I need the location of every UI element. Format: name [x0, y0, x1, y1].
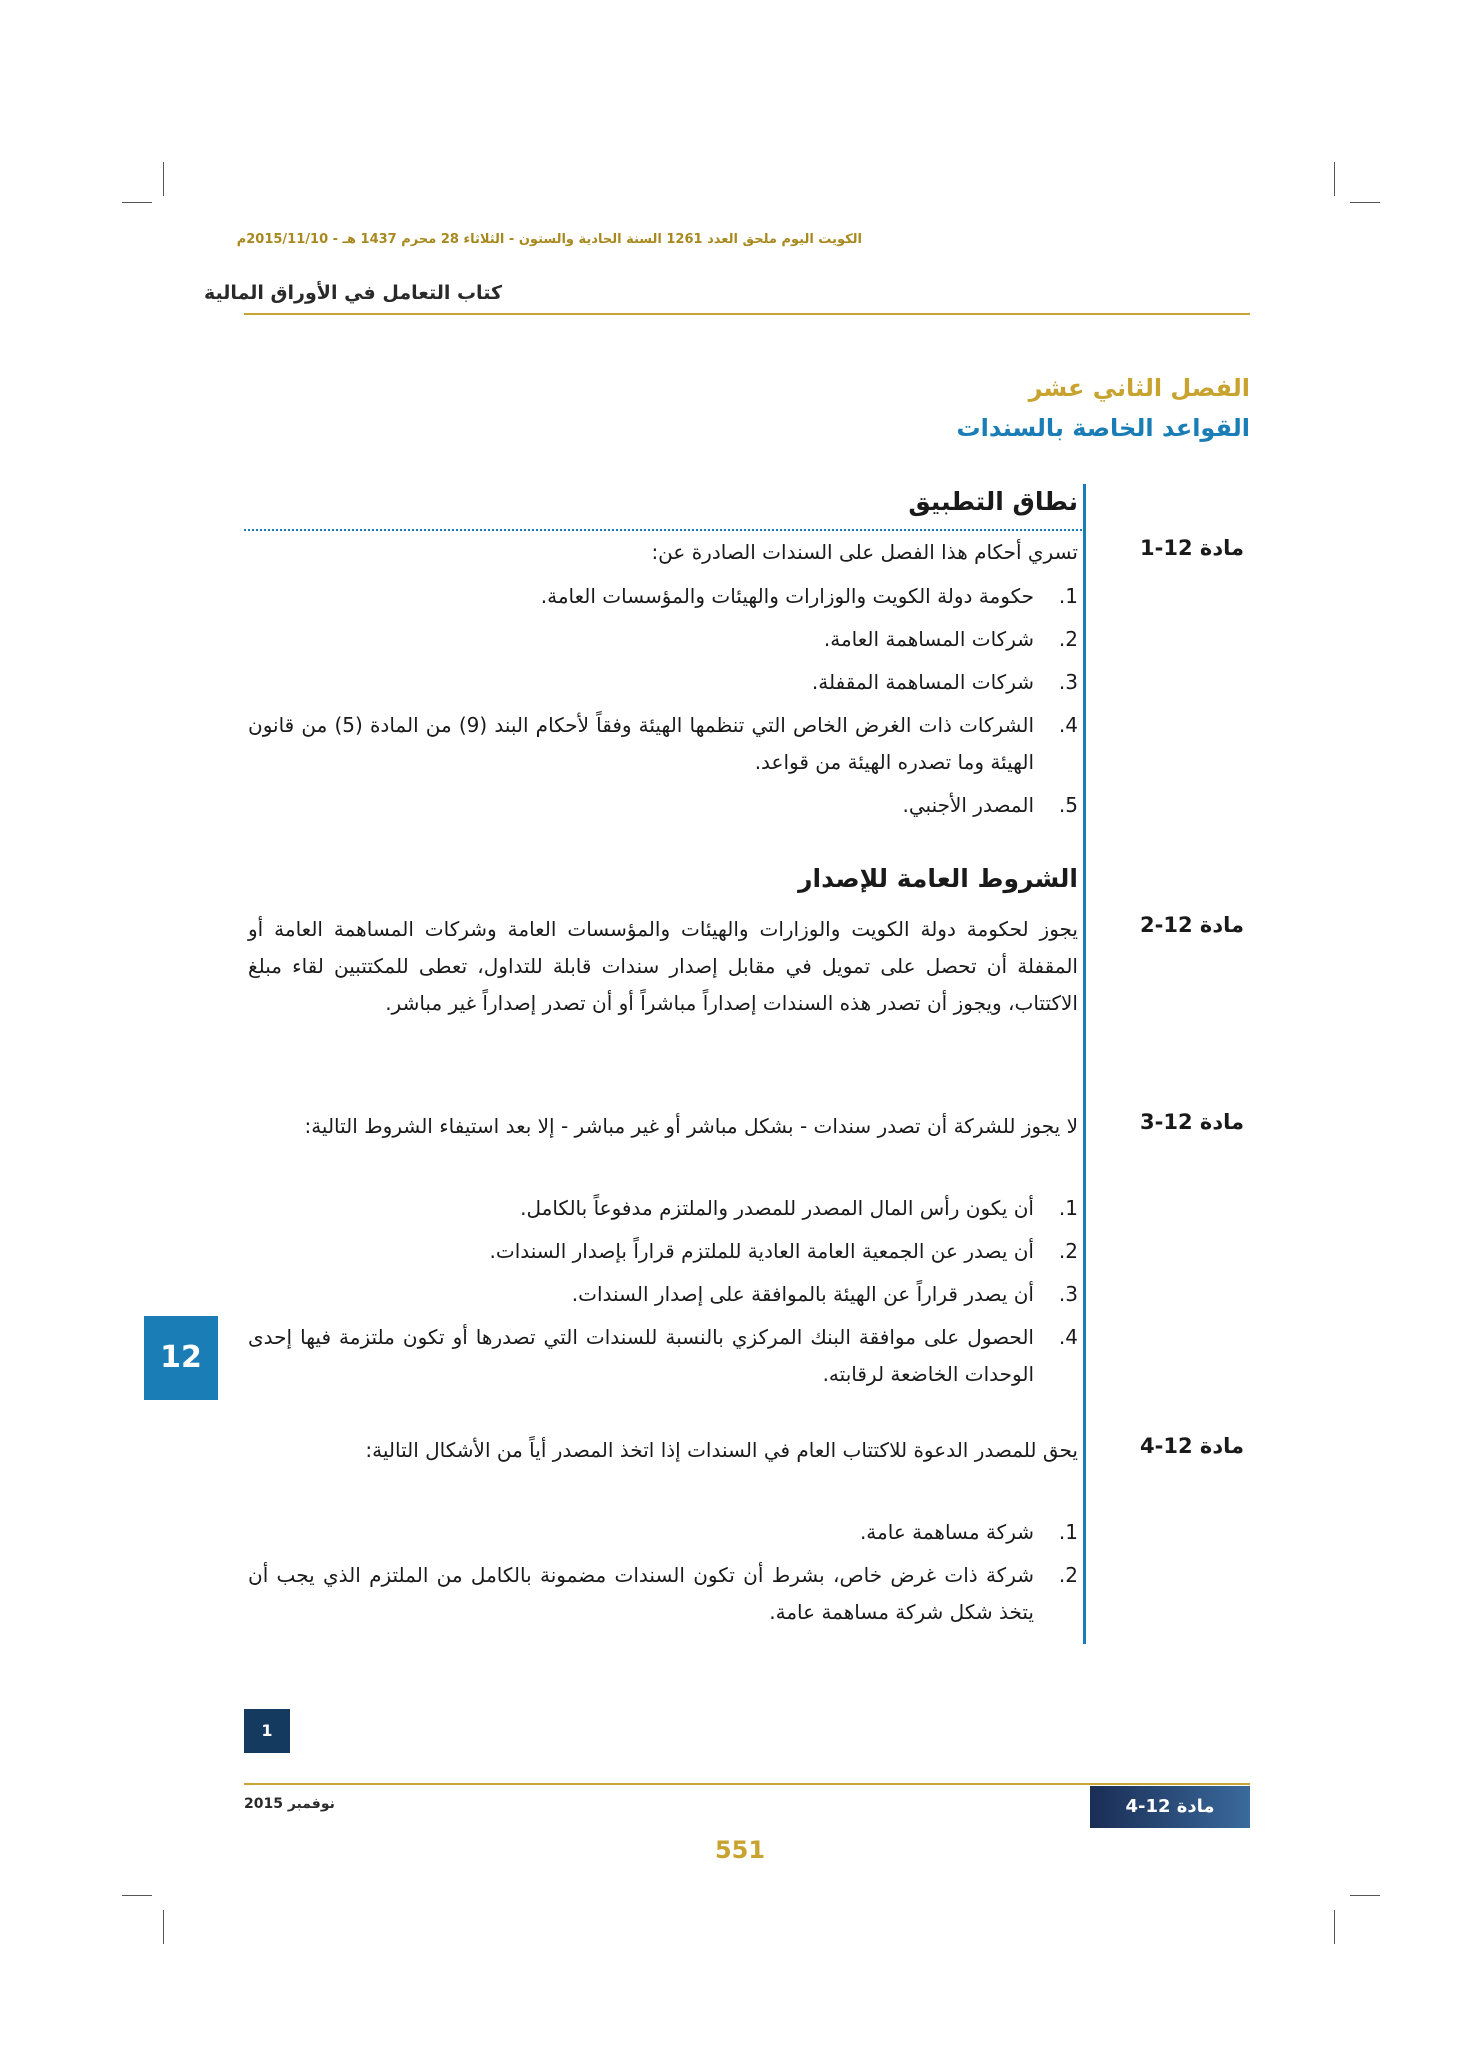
crop-mark [1350, 202, 1380, 203]
list-text: الحصول على موافقة البنك المركزي بالنسبة للسندات التي تصدرها أو تكون ملتزمة فيها إحدى الوحدات الخاضعة لرقابته. [248, 1325, 1034, 1386]
crop-mark [1334, 1910, 1335, 1944]
list-number: 5. [1058, 793, 1078, 817]
footer-article-ref: مادة 12-4 [1090, 1786, 1250, 1828]
page-box: 1 [244, 1709, 290, 1753]
list-number: 1. [1058, 1196, 1078, 1220]
list-item [248, 578, 1078, 615]
list-text: شركات المساهمة المقفلة. [811, 670, 1034, 694]
crop-mark [122, 202, 152, 203]
article-label: مادة 12-4 [1140, 1434, 1244, 1458]
footer-rule [244, 1783, 1250, 1785]
chapter-number: الفصل الثاني عشر [1028, 374, 1250, 402]
crop-mark [1350, 1895, 1380, 1896]
article-label: مادة 12-2 [1140, 913, 1244, 937]
article-list [248, 1190, 1078, 1393]
list-text: المصدر الأجنبي. [902, 793, 1034, 817]
section-heading-general-conditions: الشروط العامة للإصدار [798, 864, 1078, 893]
article-label: مادة 12-1 [1140, 536, 1244, 560]
list-item [248, 1319, 1078, 1393]
list-item [248, 787, 1078, 824]
crop-mark [163, 1910, 164, 1944]
list-number: 3. [1058, 670, 1078, 694]
list-number: 2. [1058, 1239, 1078, 1263]
list-item [248, 1190, 1078, 1227]
list-text: أن يصدر قراراً عن الهيئة بالموافقة على إصدار السندات. [571, 1282, 1034, 1306]
chapter-title: القواعد الخاصة بالسندات [956, 414, 1250, 442]
book-title: كتاب التعامل في الأوراق المالية [204, 282, 502, 304]
list-number: 2. [1058, 1563, 1078, 1587]
article-list [248, 578, 1078, 824]
section-heading-scope: نطاق التطبيق [908, 487, 1078, 516]
crop-mark [163, 162, 164, 196]
list-text: شركات المساهمة العامة. [823, 627, 1034, 651]
list-number: 2. [1058, 627, 1078, 651]
article-text: يجوز لحكومة دولة الكويت والوزارات والهيئات والمؤسسات العامة وشركات المساهمة العامة أو المقفلة أن تحصل على تمويل في مقابل إصدار سندات قابلة للتداول، تعطى للمكتتبين لقاء مبلغ الاكتتاب، ويجوز أن تصدر هذه السندات إصداراً مباشراً أو أن تصدر إصداراً غير مباشر. [248, 917, 1078, 1015]
article-label: مادة 12-3 [1140, 1110, 1244, 1134]
list-item [248, 707, 1078, 781]
gazette-line: الكويت اليوم ملحق العدد 1261 السنة الحادية والستون - الثلاثاء 28 محرم 1437 هـ - 2015/11/10م [236, 232, 862, 247]
list-item [248, 1514, 1078, 1551]
list-item [248, 664, 1078, 701]
header-rule [244, 313, 1250, 315]
page-number: 551 [714, 1836, 766, 1864]
article-intro: تسري أحكام هذا الفصل على السندات الصادرة عن: [651, 540, 1078, 564]
list-number: 3. [1058, 1282, 1078, 1306]
chapter-tab: 12 [144, 1316, 218, 1400]
article-intro: لا يجوز للشركة أن تصدر سندات - بشكل مباشر أو غير مباشر - إلا بعد استيفاء الشروط التالية: [304, 1114, 1078, 1138]
crop-mark [122, 1895, 152, 1896]
list-item [248, 1276, 1078, 1313]
list-text: أن يكون رأس المال المصدر للمصدر والملتزم مدفوعاً بالكامل. [520, 1196, 1034, 1220]
footer-date: نوفمبر 2015 [244, 1796, 335, 1812]
content-vertical-rule [1083, 484, 1086, 1644]
list-text: الشركات ذات الغرض الخاص التي تنظمها الهيئة وفقاً لأحكام البند (9) من المادة (5) من قانون الهيئة وما تصدره الهيئة من قواعد. [248, 713, 1035, 774]
list-text: شركة ذات غرض خاص، بشرط أن تكون السندات مضمونة بالكامل من الملتزم الذي يجب أن يتخذ شكل شركة مساهمة عامة. [248, 1563, 1034, 1624]
article-intro: يحق للمصدر الدعوة للاكتتاب العام في السندات إذا اتخذ المصدر أياً من الأشكال التالية: [365, 1438, 1078, 1462]
list-number: 4. [1058, 713, 1078, 737]
list-text: أن يصدر عن الجمعية العامة العادية للملتزم قراراً بإصدار السندات. [489, 1239, 1034, 1263]
article-list [248, 1514, 1078, 1631]
crop-mark [1334, 162, 1335, 196]
dotted-separator [244, 529, 1086, 531]
list-text: حكومة دولة الكويت والوزارات والهيئات والمؤسسات العامة. [540, 584, 1034, 608]
list-item [248, 1557, 1078, 1631]
list-number: 1. [1058, 584, 1078, 608]
list-text: شركة مساهمة عامة. [859, 1520, 1034, 1544]
list-item [248, 1233, 1078, 1270]
list-number: 1. [1058, 1520, 1078, 1544]
list-item [248, 621, 1078, 658]
list-number: 4. [1058, 1325, 1078, 1349]
